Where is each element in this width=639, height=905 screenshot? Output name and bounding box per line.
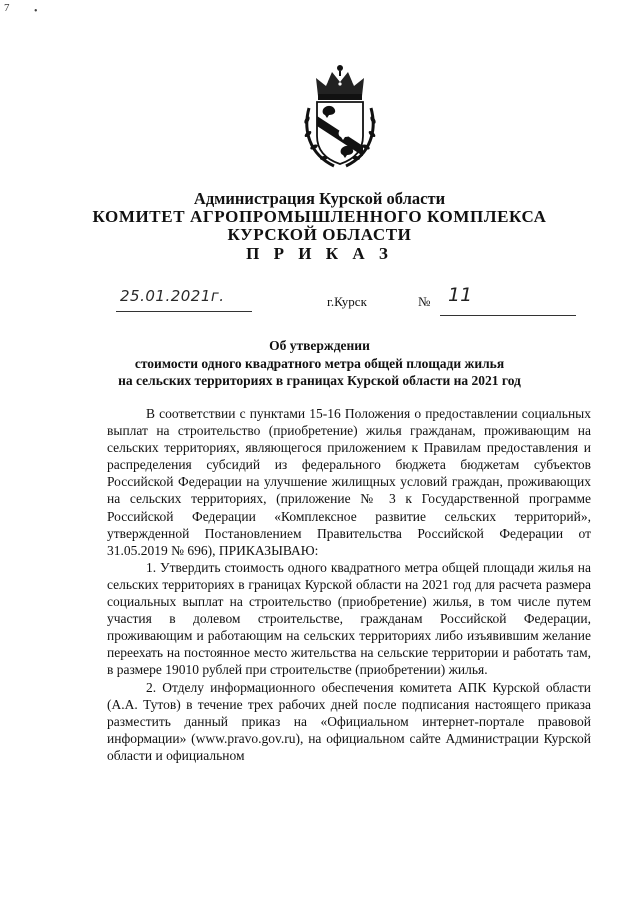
order-title-line3: на сельских территориях в границах Курской области на 2021 год	[118, 373, 521, 388]
document-body	[107, 405, 591, 764]
order-title-line2: стоимости одного квадратного метра общей площади жилья	[134, 356, 505, 371]
item-1-paragraph: 1. Утвердить стоимость одного квадратного метра общей площади жилья на сельских территориях в границах Курской области на 2021 год для расчета размера социальных выплат на строительство (приобретение) жилья, в том числе путем участия в долевом строительстве, гражданам Российской Федерации, проживающим и работающим на сельских территориях либо изъявившим желание переехать на постоянное место жительства на сельские территории и работать там, в размере 19010 рублей при строительстве (приобретении) жилья.	[107, 559, 591, 678]
order-title-line1: Об утверждении	[269, 338, 370, 353]
document-type: П Р И К А З	[246, 244, 393, 263]
committee-name-line1: КОМИТЕТ АГРОПРОМЫШЛЕННОГО КОМПЛЕКСА	[92, 207, 547, 226]
handwritten-number: 11	[448, 284, 473, 306]
number-underline	[440, 315, 576, 316]
city: г.Курск	[327, 294, 367, 309]
item-2-paragraph: 2. Отделу информационного обеспечения комитета АПК Курской области (А.А. Тутов) в течение трех рабочих дней после подписания настоящего приказа разместить данный приказ на «Официальном интернет-портале правовой информации» (www.pravo.gov.ru), на официальном сайте Администрации Курской области и официальном	[107, 679, 591, 763]
corner-dot-mark: •	[34, 6, 38, 17]
date-underline	[116, 311, 252, 312]
org-name: Администрация Курской области	[193, 189, 446, 208]
number-sign: №	[418, 294, 431, 309]
committee-name-line2: КУРСКОЙ ОБЛАСТИ	[227, 225, 412, 244]
preamble-paragraph: В соответствии с пунктами 15-16 Положения о предоставлении социальных выплат на строительство (приобретение) жилья гражданам, проживающим на сельских территориях, являющегося приложением к Правилам предоставления и распределения субсидий из федерального бюджета бюджетам субъектов Российской Федерации на улучшение жилищных условий граждан, проживающих на сельских территориях, (приложение № 3 к Государственной программе Российской Федерации «Комплексное развитие сельских территорий», утвержденной Постановлением Правительства Российской Федерации от 31.05.2019 № 696), ПРИКАЗЫВАЮ:	[107, 406, 591, 558]
corner-mark: 7	[4, 2, 10, 14]
handwritten-date: 25.01.2021г.	[120, 287, 225, 305]
coat-of-arms-emblem	[300, 60, 380, 172]
